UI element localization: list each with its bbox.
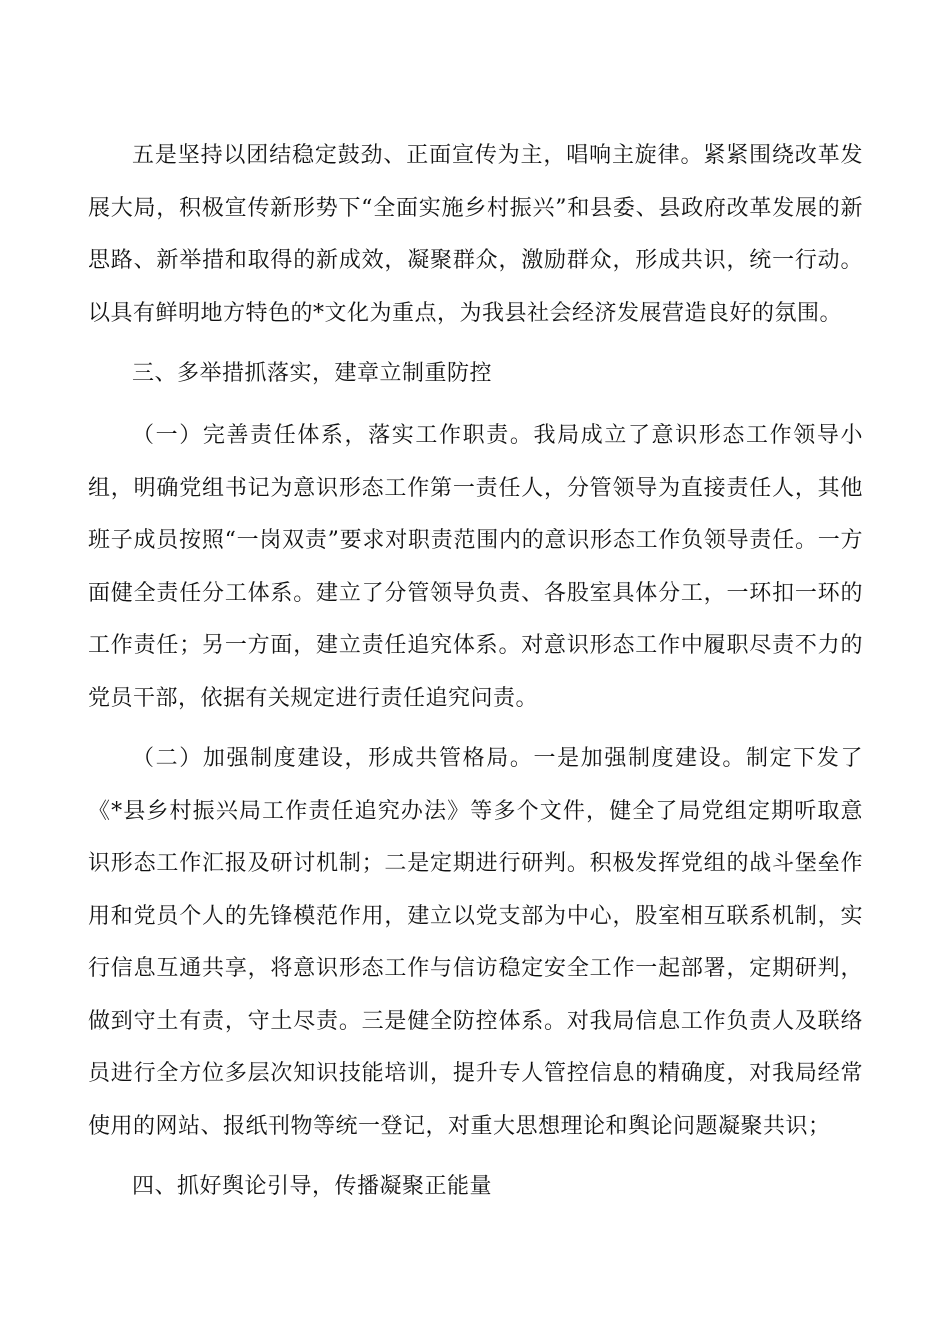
- document-body: [88, 130, 863, 1223]
- subsection-two-paragraph: （二）加强制度建设，形成共管格局。一是加强制度建设。制定下发了《*县乡村振兴局工作责任追究办法》等多个文件，健全了局党组定期听取意识形态工作汇报及研讨机制；二是定期进行研判。积极发挥党组的战斗堡垒作用和党员个人的先锋模范作用，建立以党支部为中心，股室相互联系机制，实行信息互通共享，将意识形态工作与信访稳定安全工作一起部署，定期研判，做到守土有责，守土尽责。三是健全防控体系。对我局信息工作负责人及联络员进行全方位多层次知识技能培训，提升专人管控信息的精确度，对我局经常使用的网站、报纸刊物等统一登记，对重大思想理论和舆论问题凝聚共识；: [88, 746, 863, 1139]
- subsection-one-paragraph: （一）完善责任体系，落实工作职责。我局成立了意识形态工作领导小组，明确党组书记为意识形态工作第一责任人，分管领导为直接责任人，其他班子成员按照“一岗双责”要求对职责范围内的意识形态工作负领导责任。一方面健全责任分工体系。建立了分管领导负责、各股室具体分工，一环扣一环的工作责任；另一方面，建立责任追究体系。对意识形态工作中履职尽责不力的党员干部，依据有关规定进行责任追究问责。: [88, 423, 863, 711]
- paragraph-point-five: 五是坚持以团结稳定鼓劲、正面宣传为主，唱响主旋律。紧紧围绕改革发展大局，积极宣传新形势下“全面实施乡村振兴”和县委、县政府改革发展的新思路、新举措和取得的新成效，凝聚群众，激励群众，形成共识，统一行动。以具有鲜明地方特色的*文化为重点，为我县社会经济发展营造良好的氛围。: [88, 143, 863, 326]
- section-heading-four: 四、抓好舆论引导，传播凝聚正能量: [132, 1174, 493, 1199]
- section-heading-three: 三、多举措抓落实，建章立制重防控: [132, 361, 493, 386]
